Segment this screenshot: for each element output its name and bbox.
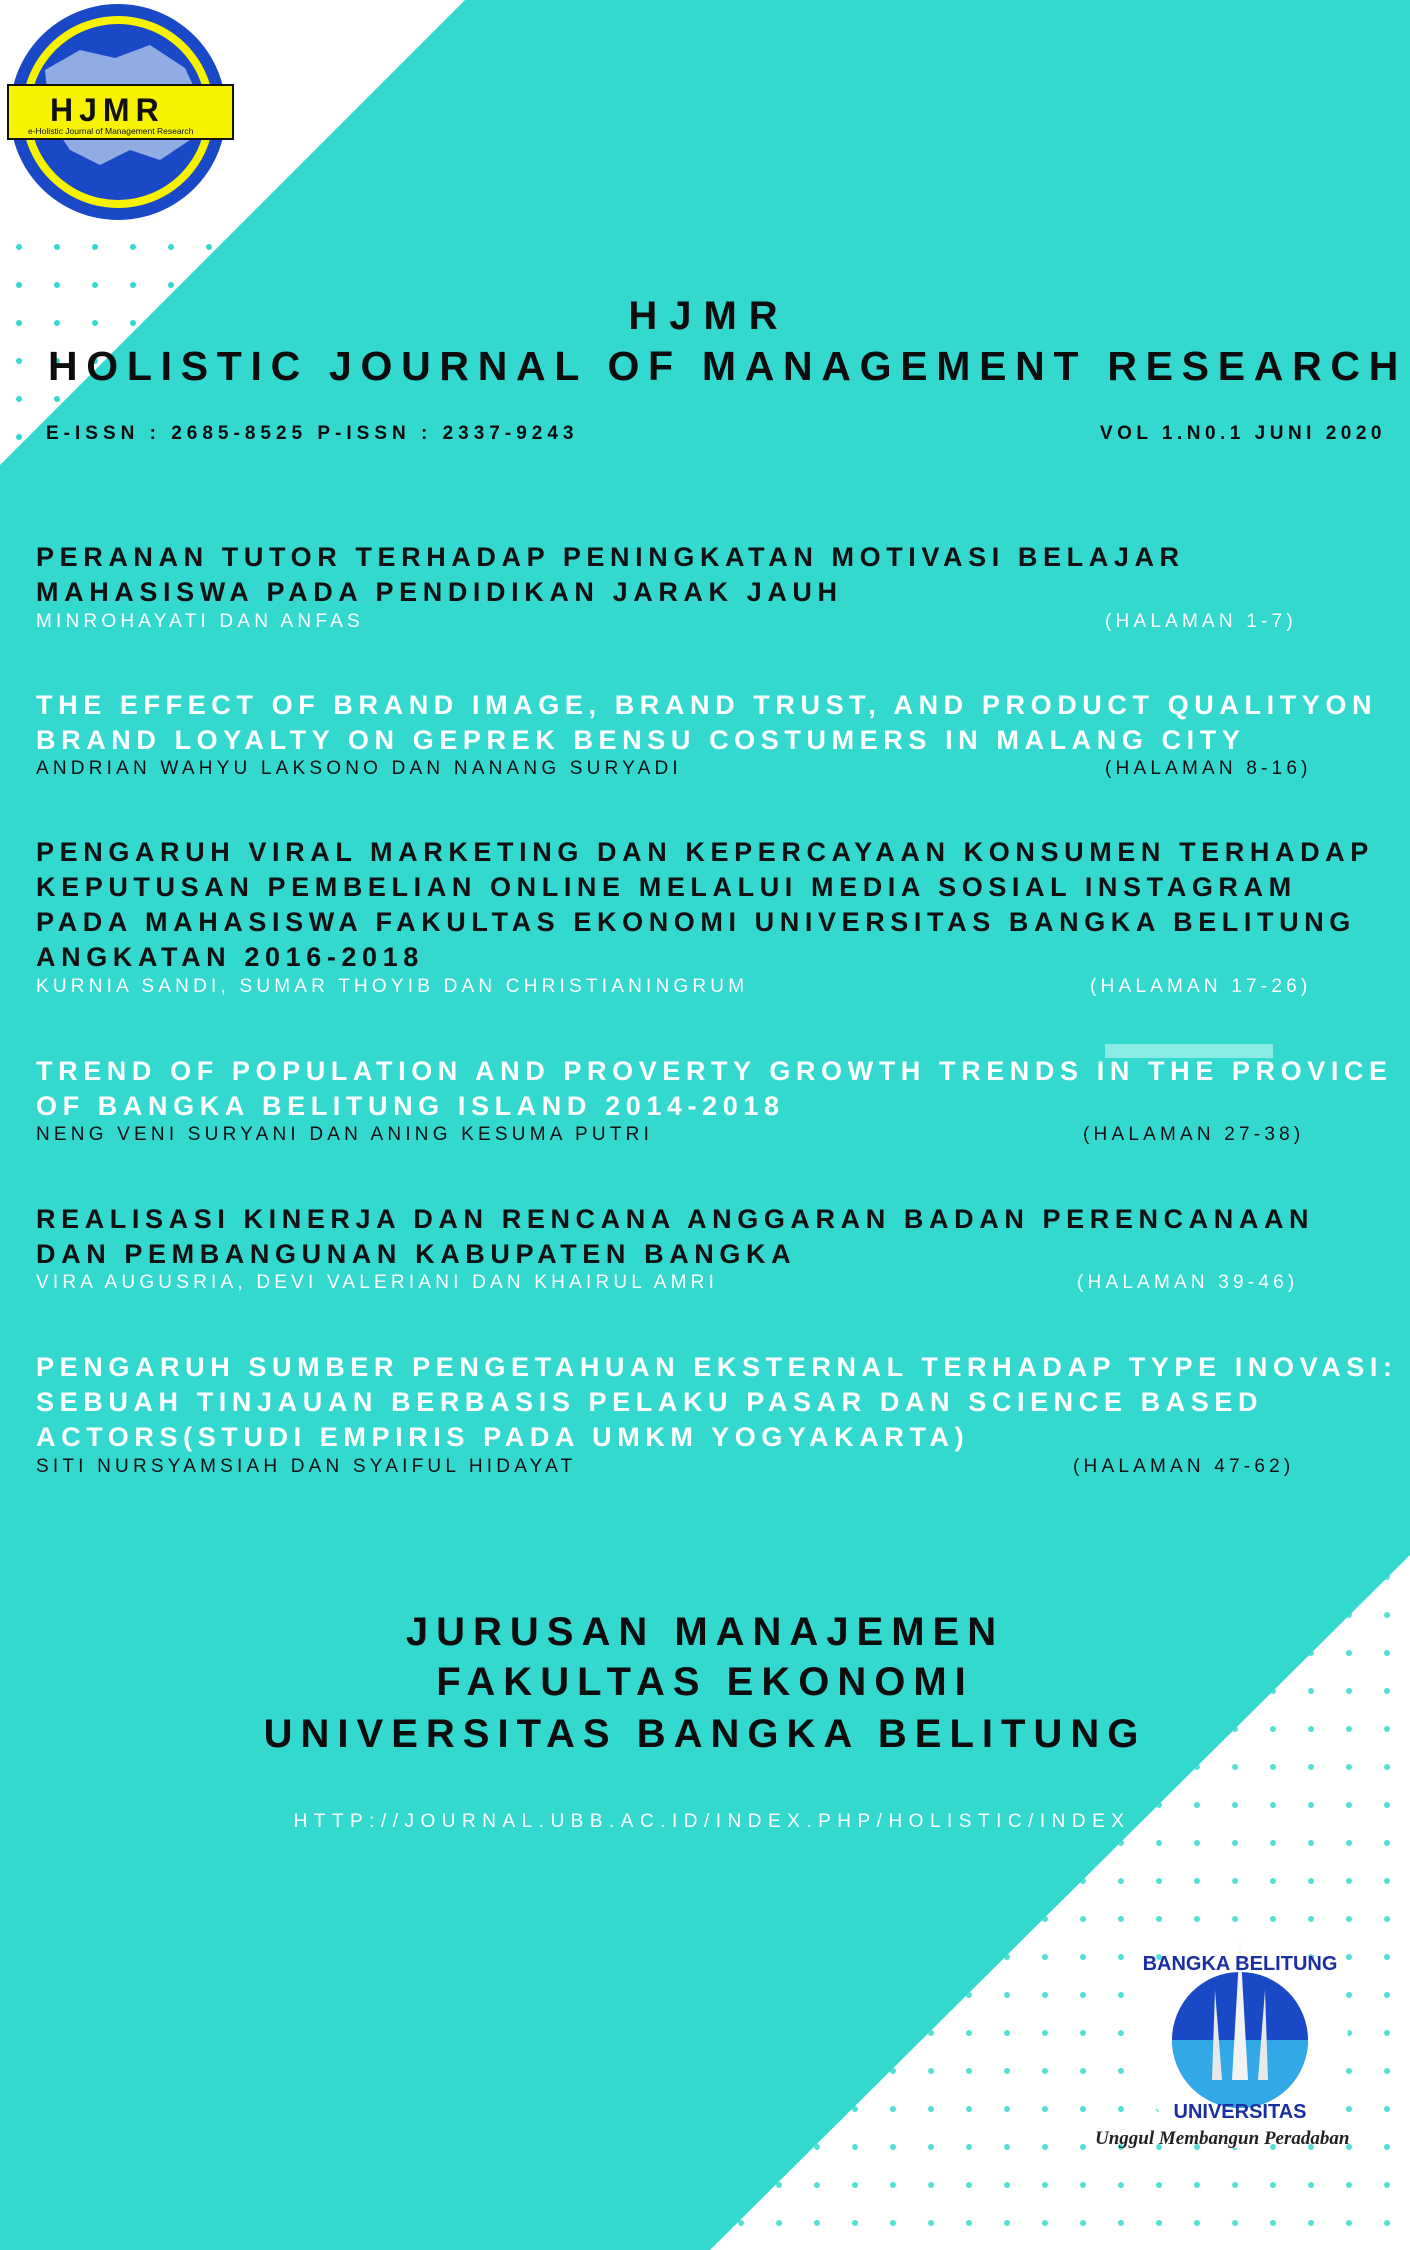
article-title <box>36 540 1185 610</box>
article-title-line: THE EFFECT OF BRAND IMAGE, BRAND TRUST, AND PRODUCT QUALITYON <box>36 690 1378 720</box>
article-pages: (HALAMAN 39-46) <box>1077 1272 1299 1293</box>
article-authors: MINROHAYATI DAN ANFAS <box>36 611 364 632</box>
article-authors: ANDRIAN WAHYU LAKSONO DAN NANANG SURYADI <box>36 758 682 779</box>
article-pages: (HALAMAN 1-7) <box>1105 611 1297 632</box>
article-title-line: MAHASISWA PADA PENDIDIKAN JARAK JAUH <box>36 577 843 607</box>
journal-abbrev: HJMR <box>628 294 790 338</box>
department-name: JURUSAN MANAJEMEN <box>405 1610 1005 1654</box>
article-authors: VIRA AUGUSRIA, DEVI VALERIANI DAN KHAIRUL AMRI <box>36 1272 719 1293</box>
article-authors: KURNIA SANDI, SUMAR THOYIB DAN CHRISTIANINGRUM <box>36 976 749 997</box>
volume-info: VOL 1.N0.1 JUNI 2020 <box>1099 423 1386 444</box>
article-title-line: PENGARUH SUMBER PENGETAHUAN EKSTERNAL TERHADAP TYPE INOVASI: <box>36 1352 1398 1382</box>
article-title-line: TREND OF POPULATION AND PROVERTY GROWTH TRENDS IN THE PROVICE <box>36 1056 1393 1086</box>
logo-tagline: e-Holistic Journal of Management Research <box>28 126 194 136</box>
article-authors: NENG VENI SURYANI DAN ANING KESUMA PUTRI <box>36 1124 654 1145</box>
article-title-line: KEPUTUSAN PEMBELIAN ONLINE MELALUI MEDIA SOSIAL INSTAGRAM <box>36 872 1297 902</box>
university-logo <box>1132 1932 1348 2148</box>
article-title <box>36 1054 1393 1124</box>
article-title <box>36 688 1377 758</box>
logo-abbrev: HJMR <box>50 92 165 128</box>
article-title-line: BRAND LOYALTY ON GEPREK BENSU COSTUMERS IN MALANG CITY <box>36 725 1246 755</box>
article-title-line: PADA MAHASISWA FAKULTAS EKONOMI UNIVERSITAS BANGKA BELITUNG <box>36 907 1356 937</box>
article-pages: (HALAMAN 47-62) <box>1073 1456 1295 1477</box>
article-pages: (HALAMAN 8-16) <box>1105 758 1312 779</box>
article-title-line: ACTORS(STUDI EMPIRIS PADA UMKM YOGYAKARTA) <box>36 1422 970 1452</box>
article-title-line: REALISASI KINERJA DAN RENCANA ANGGARAN BADAN PERENCANAAN <box>36 1204 1315 1234</box>
article-title-line: DAN PEMBANGUNAN KABUPATEN BANGKA <box>36 1239 797 1269</box>
article-title-line: SEBUAH TINJAUAN BERBASIS PELAKU PASAR DAN SCIENCE BASED <box>36 1387 1264 1417</box>
journal-full-name: HOLISTIC JOURNAL OF MANAGEMENT RESEARCH <box>48 343 1408 389</box>
svg-text:BANGKA BELITUNG: BANGKA BELITUNG <box>1142 1953 1338 1975</box>
article-title-line: PERANAN TUTOR TERHADAP PENINGKATAN MOTIVASI BELAJAR <box>36 542 1185 572</box>
article-title <box>36 835 1374 975</box>
article-pages: (HALAMAN 17-26) <box>1090 976 1312 997</box>
article-authors: SITI NURSYAMSIAH DAN SYAIFUL HIDAYAT <box>36 1456 577 1477</box>
article-title <box>36 1202 1314 1272</box>
article-title-line: PENGARUH VIRAL MARKETING DAN KEPERCAYAAN KONSUMEN TERHADAP <box>36 837 1374 867</box>
faculty-name: FAKULTAS EKONOMI <box>436 1660 974 1704</box>
article-title-line: ANGKATAN 2016-2018 <box>36 942 424 972</box>
issn: E-ISSN : 2685-8525 P-ISSN : 2337-9243 <box>46 423 579 444</box>
journal-url[interactable]: HTTP://JOURNAL.UBB.AC.ID/INDEX.PHP/HOLISTIC/INDEX <box>293 1811 1131 1832</box>
article-title-line: OF BANGKA BELITUNG ISLAND 2014-2018 <box>36 1091 785 1121</box>
article-pages: (HALAMAN 27-38) <box>1083 1124 1305 1145</box>
svg-text:UNIVERSITAS: UNIVERSITAS <box>1173 2101 1307 2123</box>
university-name: UNIVERSITAS BANGKA BELITUNG <box>263 1712 1147 1756</box>
article-title <box>36 1350 1398 1455</box>
university-motto: Unggul Membangun Peradaban <box>1095 2128 1350 2149</box>
